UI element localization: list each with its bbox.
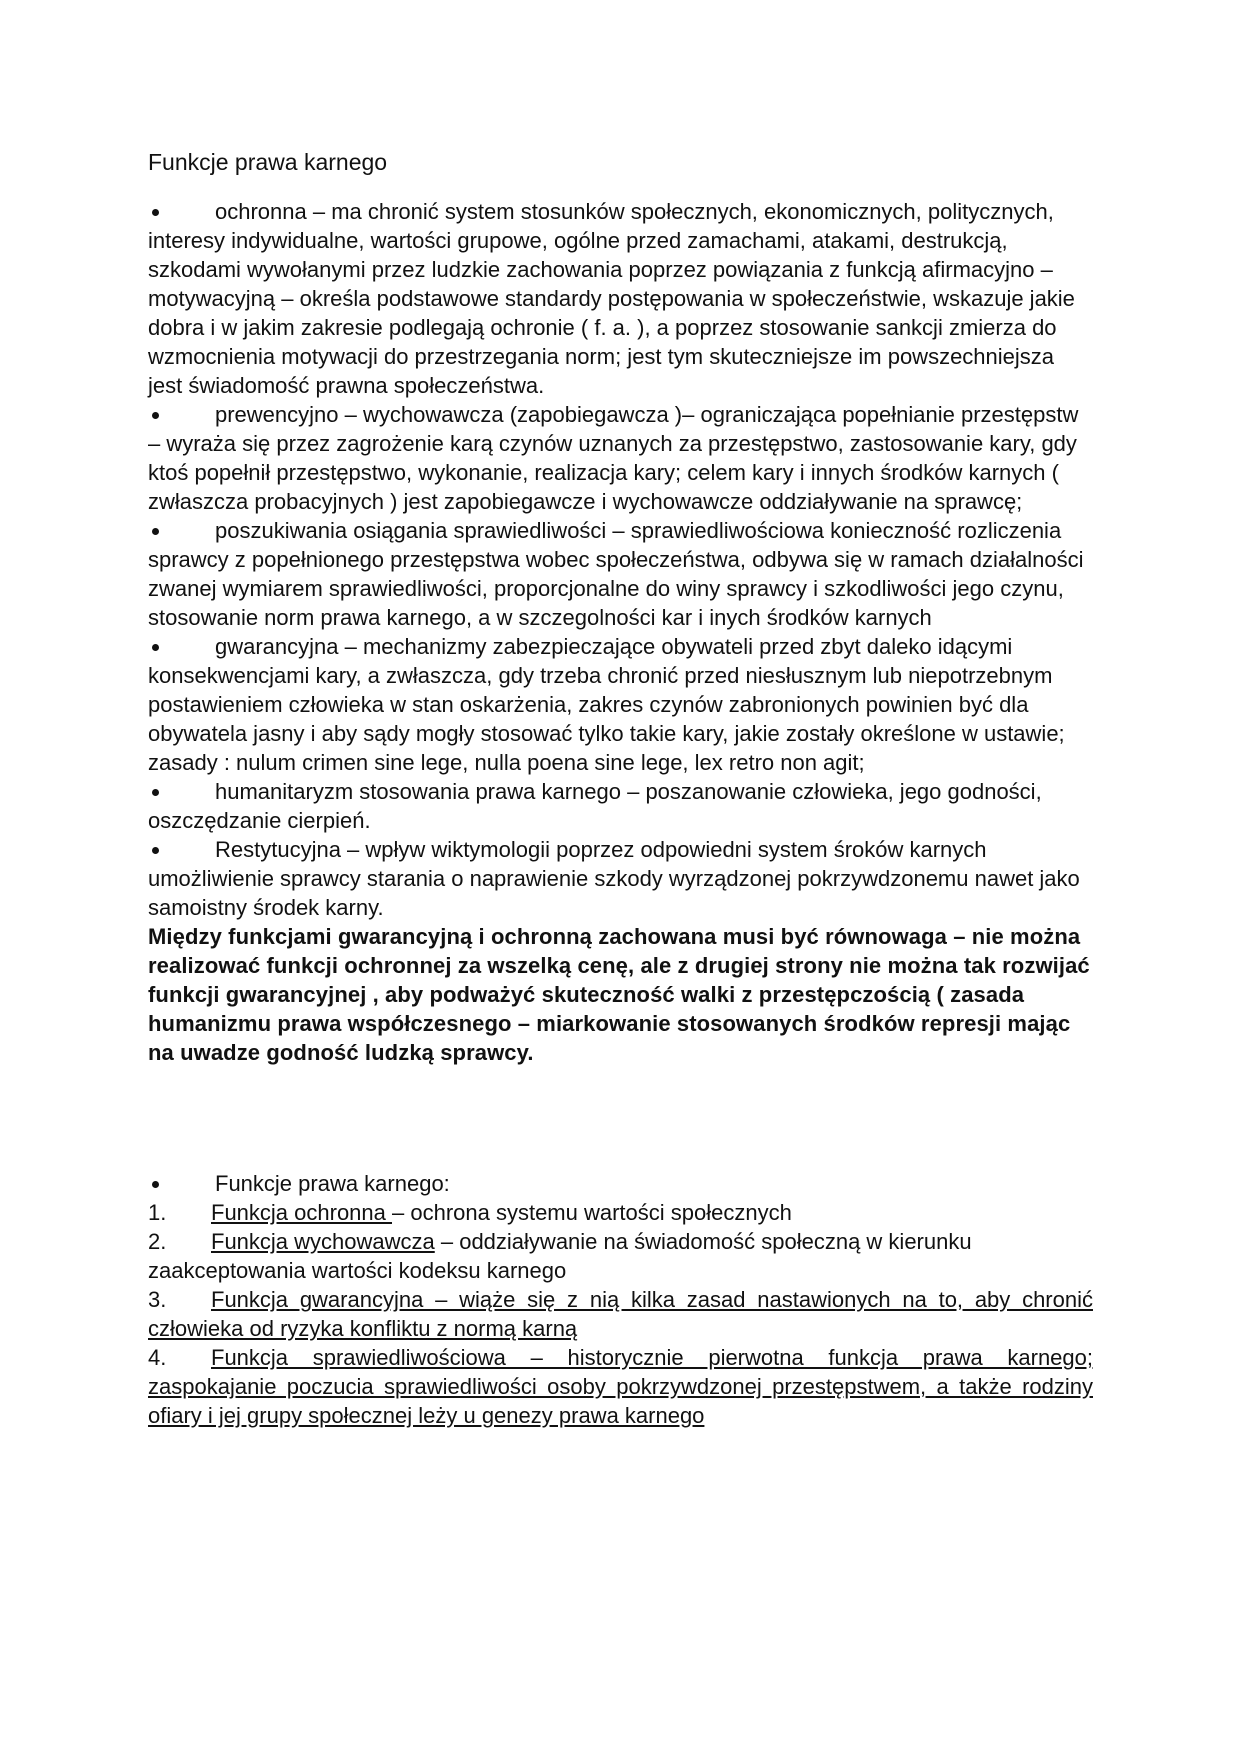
- item-underlined-text: Funkcja wychowawcza: [211, 1229, 435, 1254]
- item-underlined-text: Funkcja ochronna: [211, 1200, 392, 1225]
- bullet-icon: [152, 209, 159, 216]
- numbered-item: [148, 1285, 1093, 1343]
- document-title: Funkcje prawa karnego: [148, 149, 388, 175]
- list-item-text: humanitaryzm stosowania prawa karnego – poszanowanie człowieka, jego godności, oszczędzanie cierpień.: [148, 779, 1042, 833]
- summary-heading-text: Funkcje prawa karnego:: [215, 1171, 450, 1196]
- list-item-text: prewencyjno – wychowawcza (zapobiegawcza )– ograniczająca popełnianie przestępstw – wyraża się przez zagrożenie karą czynów uznanych za przestępstwo, zastosowanie kary, gdy ktoś popełnił przestępstwo, wykonanie, realizacja kary; celem kary i innych środków karnych ( zwłaszcza probacyjnych ) jest zapobiegawcze i wychowawcze oddziaływanie na sprawcę;: [148, 402, 1079, 514]
- item-number: 4.: [148, 1345, 167, 1370]
- bullet-icon: [152, 847, 159, 854]
- item-number: 1.: [148, 1200, 167, 1225]
- list-item: [148, 400, 1093, 516]
- numbered-item: [148, 1198, 1093, 1227]
- bullet-icon: [152, 528, 159, 535]
- document-page: [148, 148, 1093, 1430]
- item-underlined-text: Funkcja gwarancyjna – wiąże się z nią kilka zasad nastawionych na to, aby chronić człowieka od ryzyka konfliktu z normą karną: [148, 1287, 1093, 1341]
- bullet-icon: [152, 644, 159, 651]
- list-item-text: Restytucyjna – wpływ wiktymologii poprzez odpowiedni system śroków karnych umożliwienie sprawcy starania o naprawienie szkody wyrządzonej pokrzywdzonemu nawet jako samoistny środek karny.: [148, 837, 1080, 920]
- list-item: [148, 197, 1093, 400]
- list-item-text: poszukiwania osiągania sprawiedliwości – sprawiedliwościowa konieczność rozliczenia sprawcy z popełnionego przestępstwa wobec społeczeństwa, odbywa się w ramach działalności zwanej wymiarem sprawiedliwości, proporcjonalne do winy sprawcy i szkodliwości jego czynu, stosowanie norm prawa karnego, a w szczegolności kar i inych środków karnych: [148, 518, 1084, 630]
- list-item: [148, 835, 1093, 922]
- functions-list: [148, 197, 1093, 922]
- summary-section: [148, 1169, 1093, 1430]
- item-underlined-text: Funkcja sprawiedliwościowa – historycznie pierwotna funkcja prawa karnego; zaspokajanie poczucia sprawiedliwości osoby pokrzywdzonej przestępstwem, a także rodziny ofiary i jej grupy społecznej leży u genezy prawa karnego: [148, 1345, 1093, 1428]
- list-item: [148, 516, 1093, 632]
- list-item: [148, 777, 1093, 835]
- item-number: 3.: [148, 1287, 167, 1312]
- bullet-icon: [152, 412, 159, 419]
- list-item: [148, 632, 1093, 777]
- item-number: 2.: [148, 1229, 167, 1254]
- numbered-item: [148, 1227, 1093, 1285]
- balance-paragraph: Między funkcjami gwarancyjną i ochronną zachowana musi być równowaga – nie można realizować funkcji ochronnej za wszelką cenę, ale z drugiej strony nie można tak rozwijać funkcji gwarancyjnej , aby podważyć skuteczność walki z przestępczością ( zasada humanizmu prawa współczesnego – miarkowanie stosowanych środków represji mając na uwadze godność ludzką sprawcy.: [148, 924, 1090, 1065]
- numbered-item: [148, 1343, 1093, 1430]
- bullet-icon: [152, 789, 159, 796]
- item-text: – oddziaływanie na świadomość społeczną w kierunku zaakceptowania wartości kodeksu karnego: [148, 1229, 972, 1283]
- summary-heading: [148, 1169, 1093, 1198]
- list-item-text: ochronna – ma chronić system stosunków społecznych, ekonomicznych, politycznych, interesy indywidualne, wartości grupowe, ogólne przed zamachami, atakami, destrukcją, szkodami wywołanymi przez ludzkie zachowania poprzez powiązania z funkcją afirmacyjno – motywacyjną – określa podstawowe standardy postępowania w społeczeństwie, wskazuje jakie dobra i w jakim zakresie podlegają ochronie ( f. a. ), a poprzez stosowanie sankcji zmierza do wzmocnienia motywacji do przestrzegania norm; jest tym skuteczniejsze im powszechniejsza jest świadomość prawna społeczeństwa.: [148, 199, 1075, 398]
- bullet-icon: [152, 1181, 159, 1188]
- item-text: – ochrona systemu wartości społecznych: [392, 1200, 792, 1225]
- list-item-text: gwarancyjna – mechanizmy zabezpieczające obywateli przed zbyt daleko idącymi konsekwencjami kary, a zwłaszcza, gdy trzeba chronić przed niesłusznym lub niepotrzebnym postawieniem człowieka w stan oskarżenia, zakres czynów zabronionych powinien być dla obywatela jasny i aby sądy mogły stosować tylko takie kary, jakie zostały określone w ustawie; zasady : nulum crimen sine lege, nulla poena sine lege, lex retro non agit;: [148, 634, 1065, 775]
